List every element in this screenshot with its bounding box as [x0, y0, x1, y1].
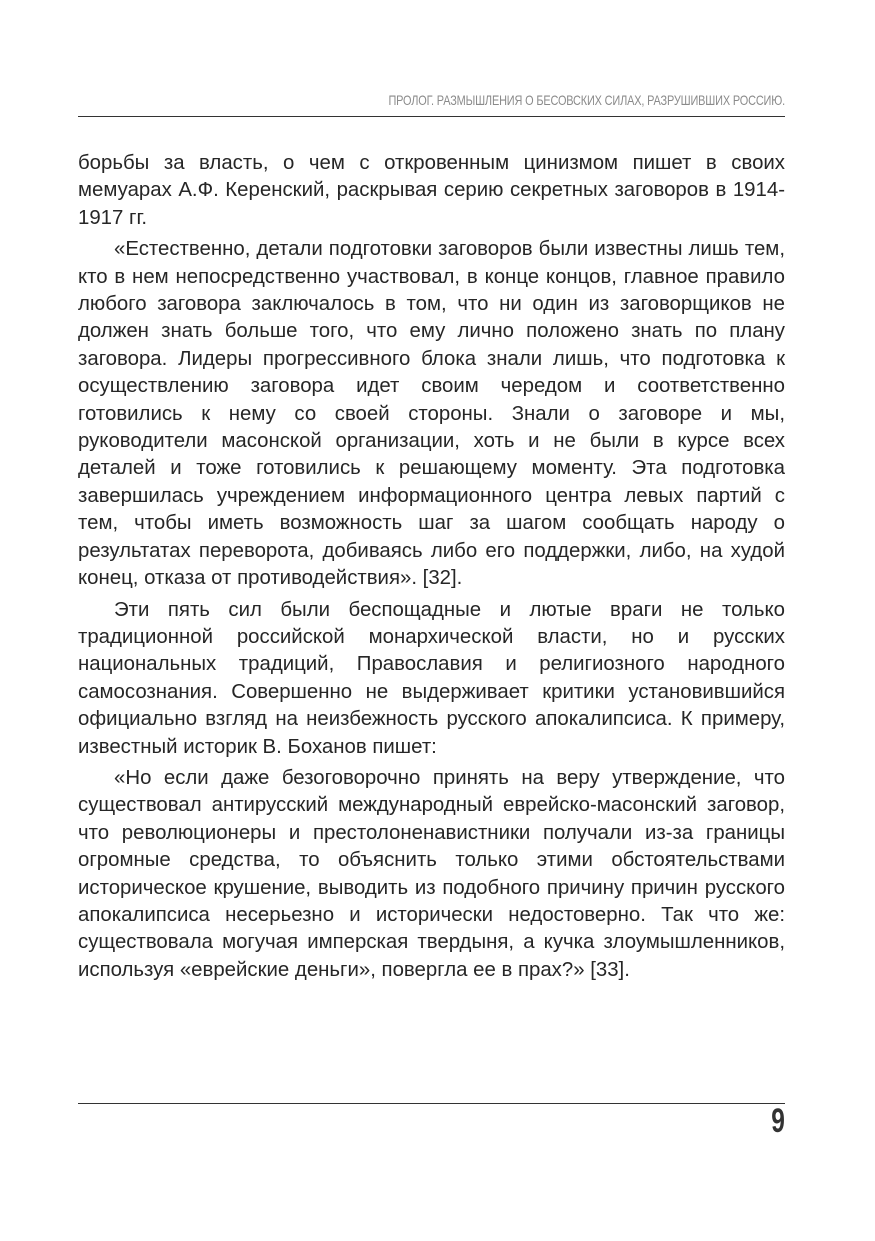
paragraph-continuation: борьбы за власть, о чем с откровенным цинизмом пишет в своих мемуарах А.Ф. Керенский, раскрывая серию секретных заговоров в 1914-1917 гг.: [78, 152, 785, 229]
running-head: ПРОЛОГ. РАЗМЫШЛЕНИЯ О БЕСОВСКИХ СИЛАХ, РАЗРУШИВШИХ РОССИЮ.: [388, 92, 785, 108]
footer-divider: [78, 1103, 785, 1104]
paragraph-five-forces: Эти пять сил были беспощадные и лютые враги не только традиционной российской монархической власти, но и русских национальных традиций, Православия и религиозного народного самосознания. Совершенно не выдерживает критики установившийся официально взгляд на неизбежность русского апокалипсиса. К примеру, известный историк В. Боханов пишет:: [78, 598, 785, 758]
paragraph-kerensky-quote: «Естественно, детали подготовки заговоров были известны лишь тем, кто в нем непосредственно участвовал, в конце концов, главное правило любого заговора заключалось в том, что ни один из заговорщиков не должен знать больше того, что ему лично положено знать по плану заговора. Лидеры прогрессивного блока знали лишь, что подготовка к осуществлению заговора идет своим чередом и соответственно готовились к нему со своей стороны. Знали о заговоре и мы, руководители масонской организации, хоть и не были в курсе всех деталей и тоже готовились к решающему моменту. Эта подготовка завершилась учреждением информационного центра левых партий с тем, чтобы иметь возможность шаг за шагом сообщать народу о результатах переворота, добиваясь либо его поддержки, либо, на худой конец, отказа от противодействия». [32].: [78, 238, 785, 590]
paragraph-bokhanov-quote: «Но если даже безоговорочно принять на веру утверждение, что существовал антирусский международный еврейско-масонский заговор, что революционеры и престолоненавистники получали из-за границы огромные средства, то объяснить только этими обстоятельствами историческое крушение, выводить из подобного причину причин русского апокалипсиса несерьезно и исторически недостоверно. Так что же: существовала могучая имперская твердыня, а кучка злоумышленников, используя «еврейские деньги», повергла ее в прах?» [33].: [78, 766, 785, 981]
header-divider: [78, 116, 785, 117]
page-number: 9: [771, 1102, 785, 1140]
body-text: [78, 150, 785, 988]
